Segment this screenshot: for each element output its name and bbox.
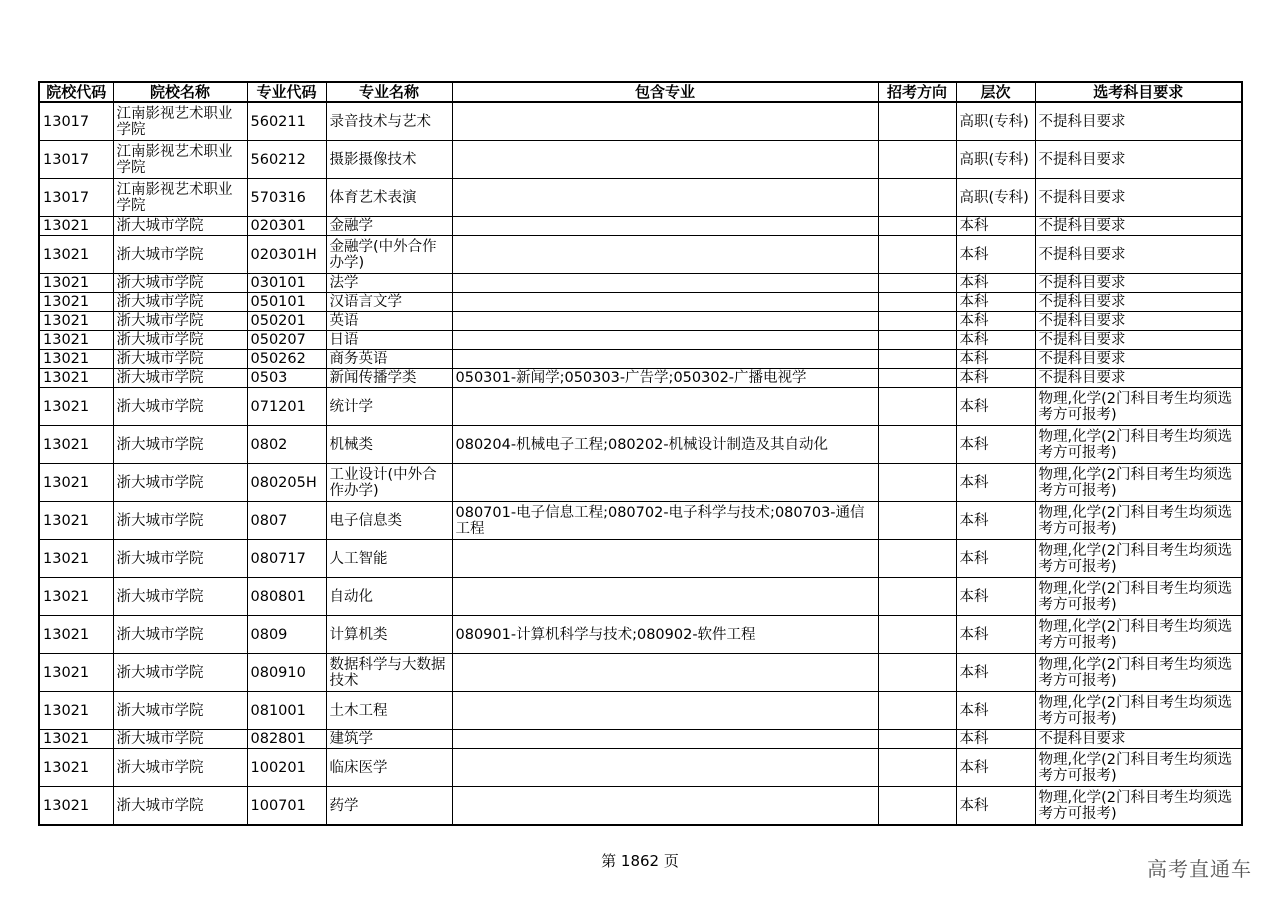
included-majors-cell bbox=[452, 350, 878, 369]
level-cell: 本科 bbox=[956, 369, 1035, 388]
subject-requirement-cell: 不提科目要求 bbox=[1035, 141, 1242, 179]
table-row bbox=[39, 692, 1242, 730]
level-cell: 高职(专科) bbox=[956, 179, 1035, 217]
direction-cell bbox=[878, 692, 956, 730]
header-included-majors: 包含专业 bbox=[452, 82, 878, 102]
admission-table bbox=[38, 81, 1243, 826]
subject-requirement-cell: 物理,化学(2门科目考生均须选考方可报考) bbox=[1035, 787, 1242, 826]
subject-requirement-cell: 不提科目要求 bbox=[1035, 312, 1242, 331]
major-code-cell: 050207 bbox=[247, 331, 326, 350]
included-majors-cell bbox=[452, 654, 878, 692]
major-code-cell: 080910 bbox=[247, 654, 326, 692]
school-code-cell: 13021 bbox=[39, 749, 113, 787]
major-name-cell: 体育艺术表演 bbox=[326, 179, 452, 217]
direction-cell bbox=[878, 464, 956, 502]
subject-requirement-cell: 不提科目要求 bbox=[1035, 217, 1242, 236]
level-cell: 本科 bbox=[956, 274, 1035, 293]
level-cell: 本科 bbox=[956, 217, 1035, 236]
school-name-cell: 浙大城市学院 bbox=[113, 331, 247, 350]
level-cell: 高职(专科) bbox=[956, 102, 1035, 141]
table-row bbox=[39, 787, 1242, 826]
included-majors-cell bbox=[452, 331, 878, 350]
school-code-cell: 13021 bbox=[39, 616, 113, 654]
school-code-cell: 13021 bbox=[39, 730, 113, 749]
included-majors-cell: 080204-机械电子工程;080202-机械设计制造及其自动化 bbox=[452, 426, 878, 464]
direction-cell bbox=[878, 426, 956, 464]
included-majors-cell bbox=[452, 692, 878, 730]
major-name-cell: 建筑学 bbox=[326, 730, 452, 749]
school-name-cell: 浙大城市学院 bbox=[113, 217, 247, 236]
table-row bbox=[39, 179, 1242, 217]
included-majors-cell: 050301-新闻学;050303-广告学;050302-广播电视学 bbox=[452, 369, 878, 388]
school-name-cell: 浙大城市学院 bbox=[113, 350, 247, 369]
table-row bbox=[39, 578, 1242, 616]
included-majors-cell bbox=[452, 730, 878, 749]
table-body bbox=[39, 102, 1242, 825]
major-name-cell: 金融学 bbox=[326, 217, 452, 236]
major-name-cell: 工业设计(中外合作办学) bbox=[326, 464, 452, 502]
school-code-cell: 13021 bbox=[39, 331, 113, 350]
school-name-cell: 浙大城市学院 bbox=[113, 616, 247, 654]
level-cell: 本科 bbox=[956, 388, 1035, 426]
major-name-cell: 法学 bbox=[326, 274, 452, 293]
school-name-cell: 浙大城市学院 bbox=[113, 236, 247, 274]
table-row bbox=[39, 274, 1242, 293]
major-code-cell: 0809 bbox=[247, 616, 326, 654]
direction-cell bbox=[878, 141, 956, 179]
direction-cell bbox=[878, 616, 956, 654]
direction-cell bbox=[878, 217, 956, 236]
direction-cell bbox=[878, 787, 956, 826]
direction-cell bbox=[878, 730, 956, 749]
school-code-cell: 13021 bbox=[39, 502, 113, 540]
school-code-cell: 13021 bbox=[39, 312, 113, 331]
school-name-cell: 浙大城市学院 bbox=[113, 293, 247, 312]
school-code-cell: 13017 bbox=[39, 102, 113, 141]
table-row bbox=[39, 388, 1242, 426]
level-cell: 本科 bbox=[956, 293, 1035, 312]
table-row bbox=[39, 616, 1242, 654]
level-cell: 本科 bbox=[956, 540, 1035, 578]
major-name-cell: 临床医学 bbox=[326, 749, 452, 787]
header-major-name: 专业名称 bbox=[326, 82, 452, 102]
major-name-cell: 英语 bbox=[326, 312, 452, 331]
table-row bbox=[39, 102, 1242, 141]
table-row bbox=[39, 350, 1242, 369]
level-cell: 本科 bbox=[956, 312, 1035, 331]
major-code-cell: 020301 bbox=[247, 217, 326, 236]
direction-cell bbox=[878, 293, 956, 312]
direction-cell bbox=[878, 502, 956, 540]
level-cell: 本科 bbox=[956, 426, 1035, 464]
major-name-cell: 摄影摄像技术 bbox=[326, 141, 452, 179]
included-majors-cell bbox=[452, 578, 878, 616]
major-code-cell: 0503 bbox=[247, 369, 326, 388]
school-name-cell: 江南影视艺术职业学院 bbox=[113, 102, 247, 141]
included-majors-cell bbox=[452, 464, 878, 502]
school-code-cell: 13021 bbox=[39, 692, 113, 730]
direction-cell bbox=[878, 578, 956, 616]
major-code-cell: 050201 bbox=[247, 312, 326, 331]
header-row bbox=[39, 82, 1242, 102]
subject-requirement-cell: 不提科目要求 bbox=[1035, 730, 1242, 749]
school-name-cell: 浙大城市学院 bbox=[113, 274, 247, 293]
school-code-cell: 13021 bbox=[39, 787, 113, 826]
table-row bbox=[39, 236, 1242, 274]
subject-requirement-cell: 不提科目要求 bbox=[1035, 369, 1242, 388]
major-name-cell: 新闻传播学类 bbox=[326, 369, 452, 388]
subject-requirement-cell: 不提科目要求 bbox=[1035, 236, 1242, 274]
school-name-cell: 浙大城市学院 bbox=[113, 540, 247, 578]
subject-requirement-cell: 物理,化学(2门科目考生均须选考方可报考) bbox=[1035, 502, 1242, 540]
header-direction: 招考方向 bbox=[878, 82, 956, 102]
direction-cell bbox=[878, 236, 956, 274]
school-name-cell: 江南影视艺术职业学院 bbox=[113, 141, 247, 179]
school-name-cell: 浙大城市学院 bbox=[113, 369, 247, 388]
level-cell: 本科 bbox=[956, 749, 1035, 787]
school-code-cell: 13021 bbox=[39, 274, 113, 293]
school-code-cell: 13021 bbox=[39, 293, 113, 312]
major-code-cell: 100701 bbox=[247, 787, 326, 826]
major-code-cell: 081001 bbox=[247, 692, 326, 730]
included-majors-cell bbox=[452, 388, 878, 426]
watermark-logo: 高考直通车 bbox=[1147, 857, 1252, 881]
school-code-cell: 13021 bbox=[39, 426, 113, 464]
table-header bbox=[39, 82, 1242, 102]
included-majors-cell bbox=[452, 540, 878, 578]
subject-requirement-cell: 不提科目要求 bbox=[1035, 179, 1242, 217]
level-cell: 本科 bbox=[956, 331, 1035, 350]
subject-requirement-cell: 物理,化学(2门科目考生均须选考方可报考) bbox=[1035, 692, 1242, 730]
subject-requirement-cell: 物理,化学(2门科目考生均须选考方可报考) bbox=[1035, 749, 1242, 787]
subject-requirement-cell: 物理,化学(2门科目考生均须选考方可报考) bbox=[1035, 616, 1242, 654]
major-name-cell: 商务英语 bbox=[326, 350, 452, 369]
major-code-cell: 050262 bbox=[247, 350, 326, 369]
school-name-cell: 浙大城市学院 bbox=[113, 654, 247, 692]
level-cell: 高职(专科) bbox=[956, 141, 1035, 179]
header-subject-requirement: 选考科目要求 bbox=[1035, 82, 1242, 102]
level-cell: 本科 bbox=[956, 464, 1035, 502]
subject-requirement-cell: 物理,化学(2门科目考生均须选考方可报考) bbox=[1035, 654, 1242, 692]
major-code-cell: 050101 bbox=[247, 293, 326, 312]
school-code-cell: 13021 bbox=[39, 578, 113, 616]
school-code-cell: 13021 bbox=[39, 388, 113, 426]
major-name-cell: 金融学(中外合作办学) bbox=[326, 236, 452, 274]
level-cell: 本科 bbox=[956, 616, 1035, 654]
direction-cell bbox=[878, 350, 956, 369]
major-code-cell: 080717 bbox=[247, 540, 326, 578]
direction-cell bbox=[878, 102, 956, 141]
school-code-cell: 13017 bbox=[39, 141, 113, 179]
table-row bbox=[39, 730, 1242, 749]
school-code-cell: 13021 bbox=[39, 540, 113, 578]
school-code-cell: 13021 bbox=[39, 350, 113, 369]
table-row bbox=[39, 502, 1242, 540]
school-name-cell: 江南影视艺术职业学院 bbox=[113, 179, 247, 217]
table-row bbox=[39, 654, 1242, 692]
school-code-cell: 13021 bbox=[39, 236, 113, 274]
included-majors-cell bbox=[452, 749, 878, 787]
major-code-cell: 0802 bbox=[247, 426, 326, 464]
included-majors-cell: 080901-计算机科学与技术;080902-软件工程 bbox=[452, 616, 878, 654]
subject-requirement-cell: 物理,化学(2门科目考生均须选考方可报考) bbox=[1035, 578, 1242, 616]
school-name-cell: 浙大城市学院 bbox=[113, 388, 247, 426]
major-name-cell: 人工智能 bbox=[326, 540, 452, 578]
major-code-cell: 560211 bbox=[247, 102, 326, 141]
subject-requirement-cell: 不提科目要求 bbox=[1035, 331, 1242, 350]
school-code-cell: 13021 bbox=[39, 369, 113, 388]
table-row bbox=[39, 217, 1242, 236]
subject-requirement-cell: 物理,化学(2门科目考生均须选考方可报考) bbox=[1035, 388, 1242, 426]
subject-requirement-cell: 不提科目要求 bbox=[1035, 274, 1242, 293]
school-name-cell: 浙大城市学院 bbox=[113, 464, 247, 502]
subject-requirement-cell: 不提科目要求 bbox=[1035, 102, 1242, 141]
table-row bbox=[39, 749, 1242, 787]
included-majors-cell bbox=[452, 312, 878, 331]
included-majors-cell bbox=[452, 179, 878, 217]
header-school-name: 院校名称 bbox=[113, 82, 247, 102]
major-code-cell: 020301H bbox=[247, 236, 326, 274]
major-code-cell: 030101 bbox=[247, 274, 326, 293]
level-cell: 本科 bbox=[956, 730, 1035, 749]
direction-cell bbox=[878, 369, 956, 388]
major-code-cell: 560212 bbox=[247, 141, 326, 179]
table-row bbox=[39, 141, 1242, 179]
school-name-cell: 浙大城市学院 bbox=[113, 426, 247, 464]
level-cell: 本科 bbox=[956, 578, 1035, 616]
included-majors-cell bbox=[452, 787, 878, 826]
major-code-cell: 080205H bbox=[247, 464, 326, 502]
major-code-cell: 071201 bbox=[247, 388, 326, 426]
major-name-cell: 自动化 bbox=[326, 578, 452, 616]
included-majors-cell bbox=[452, 141, 878, 179]
direction-cell bbox=[878, 654, 956, 692]
level-cell: 本科 bbox=[956, 654, 1035, 692]
header-level: 层次 bbox=[956, 82, 1035, 102]
direction-cell bbox=[878, 749, 956, 787]
school-code-cell: 13021 bbox=[39, 464, 113, 502]
major-name-cell: 录音技术与艺术 bbox=[326, 102, 452, 141]
level-cell: 本科 bbox=[956, 236, 1035, 274]
direction-cell bbox=[878, 179, 956, 217]
major-name-cell: 土木工程 bbox=[326, 692, 452, 730]
school-name-cell: 浙大城市学院 bbox=[113, 692, 247, 730]
included-majors-cell bbox=[452, 274, 878, 293]
subject-requirement-cell: 不提科目要求 bbox=[1035, 350, 1242, 369]
major-code-cell: 0807 bbox=[247, 502, 326, 540]
header-school-code: 院校代码 bbox=[39, 82, 113, 102]
included-majors-cell bbox=[452, 236, 878, 274]
major-code-cell: 570316 bbox=[247, 179, 326, 217]
school-name-cell: 浙大城市学院 bbox=[113, 502, 247, 540]
direction-cell bbox=[878, 388, 956, 426]
header-major-code: 专业代码 bbox=[247, 82, 326, 102]
major-name-cell: 机械类 bbox=[326, 426, 452, 464]
school-name-cell: 浙大城市学院 bbox=[113, 578, 247, 616]
school-name-cell: 浙大城市学院 bbox=[113, 787, 247, 826]
school-name-cell: 浙大城市学院 bbox=[113, 312, 247, 331]
major-name-cell: 药学 bbox=[326, 787, 452, 826]
table-row bbox=[39, 293, 1242, 312]
subject-requirement-cell: 物理,化学(2门科目考生均须选考方可报考) bbox=[1035, 426, 1242, 464]
direction-cell bbox=[878, 540, 956, 578]
major-code-cell: 080801 bbox=[247, 578, 326, 616]
major-code-cell: 100201 bbox=[247, 749, 326, 787]
table-row bbox=[39, 540, 1242, 578]
major-name-cell: 日语 bbox=[326, 331, 452, 350]
direction-cell bbox=[878, 274, 956, 293]
level-cell: 本科 bbox=[956, 502, 1035, 540]
school-code-cell: 13021 bbox=[39, 654, 113, 692]
direction-cell bbox=[878, 331, 956, 350]
included-majors-cell: 080701-电子信息工程;080702-电子科学与技术;080703-通信工程 bbox=[452, 502, 878, 540]
direction-cell bbox=[878, 312, 956, 331]
table-row bbox=[39, 369, 1242, 388]
subject-requirement-cell: 物理,化学(2门科目考生均须选考方可报考) bbox=[1035, 464, 1242, 502]
major-name-cell: 统计学 bbox=[326, 388, 452, 426]
table-row bbox=[39, 312, 1242, 331]
major-code-cell: 082801 bbox=[247, 730, 326, 749]
school-name-cell: 浙大城市学院 bbox=[113, 730, 247, 749]
table-row bbox=[39, 331, 1242, 350]
school-code-cell: 13017 bbox=[39, 179, 113, 217]
level-cell: 本科 bbox=[956, 692, 1035, 730]
included-majors-cell bbox=[452, 217, 878, 236]
page-number: 第 1862 页 bbox=[601, 852, 679, 870]
included-majors-cell bbox=[452, 102, 878, 141]
included-majors-cell bbox=[452, 293, 878, 312]
school-name-cell: 浙大城市学院 bbox=[113, 749, 247, 787]
subject-requirement-cell: 物理,化学(2门科目考生均须选考方可报考) bbox=[1035, 540, 1242, 578]
major-name-cell: 数据科学与大数据技术 bbox=[326, 654, 452, 692]
level-cell: 本科 bbox=[956, 350, 1035, 369]
major-name-cell: 汉语言文学 bbox=[326, 293, 452, 312]
major-name-cell: 计算机类 bbox=[326, 616, 452, 654]
subject-requirement-cell: 不提科目要求 bbox=[1035, 293, 1242, 312]
level-cell: 本科 bbox=[956, 787, 1035, 826]
table-row bbox=[39, 426, 1242, 464]
table-row bbox=[39, 464, 1242, 502]
school-code-cell: 13021 bbox=[39, 217, 113, 236]
major-name-cell: 电子信息类 bbox=[326, 502, 452, 540]
